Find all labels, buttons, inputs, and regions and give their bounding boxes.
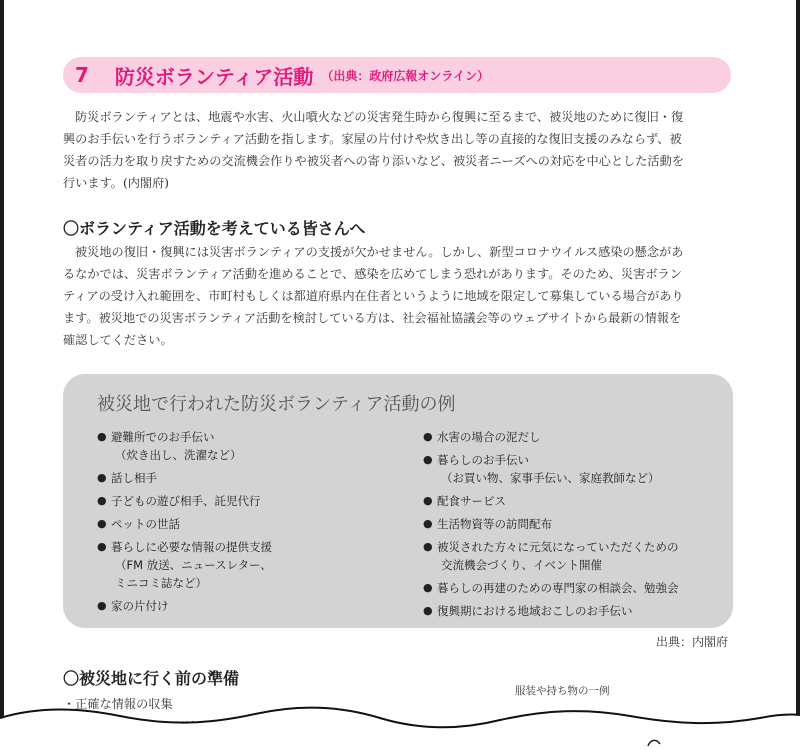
example-item-text: 水害の場合の泥だし xyxy=(437,430,541,444)
bullet-icon: ● xyxy=(97,494,107,507)
bullet-icon: ● xyxy=(97,471,107,484)
example-item-text: 暮らしのお手伝い xyxy=(437,453,529,467)
example-item-text: 話し相手 xyxy=(111,471,157,485)
example-item xyxy=(423,538,723,574)
example-item xyxy=(97,538,417,592)
bullet-icon: ● xyxy=(97,430,107,443)
example-item xyxy=(97,428,417,464)
activity-examples-box xyxy=(63,374,733,628)
bullet-icon: ● xyxy=(423,581,433,594)
example-item-text: 被災された方々に元気になっていただくための xyxy=(437,540,679,554)
volunteer-line: 確認してください。 xyxy=(63,333,173,347)
example-item-subtext: （FM 放送、ニュースレター、 xyxy=(115,558,272,572)
example-item xyxy=(423,602,723,620)
intro-line: 防災ボランティアとは、地震や水害、火山噴火などの災害発生時から復興に至るまで、被災地のために復旧・復 xyxy=(75,110,684,124)
bullet-icon: ● xyxy=(97,599,107,612)
section-number: 7 xyxy=(75,63,89,87)
example-item xyxy=(423,428,723,446)
page-border-left xyxy=(0,0,4,753)
bullet-icon: ● xyxy=(423,540,433,553)
example-item xyxy=(423,579,723,597)
outfit-caption: 服装や持ち物の一例 xyxy=(515,685,610,697)
bullet-icon: ● xyxy=(423,494,433,507)
example-item xyxy=(97,492,417,510)
example-item-text: 暮らしに必要な情報の提供支援 xyxy=(111,540,272,554)
bullet-icon: ● xyxy=(423,430,433,443)
example-item-subtext: （炊き出し、洗濯など） xyxy=(115,448,242,462)
example-item xyxy=(97,469,417,487)
title-source: （出典：政府広報オンライン） xyxy=(321,68,489,83)
volunteer-paragraph xyxy=(63,241,735,351)
example-item-text: 暮らしの再建のための専門家の相談会、勉強会 xyxy=(437,581,679,595)
example-item xyxy=(423,515,723,533)
example-item xyxy=(97,597,417,615)
volunteer-line: 被災地の復旧・復興には災害ボランティアの支援が欠かせません。しかし、新型コロナウイルス感染の懸念があ xyxy=(75,245,684,259)
example-item xyxy=(423,451,723,487)
volunteer-heading: 〇ボランティア活動を考えている皆さんへ xyxy=(63,219,366,238)
bullet-icon: ● xyxy=(97,540,107,553)
page-border-right xyxy=(796,0,800,753)
intro-line: 災者の活力を取り戻すための交流機会作りや被災者への寄り添いなど、被災者ニーズへの対応を中心とした活動を xyxy=(63,154,684,168)
example-item-text: 子どもの遊び相手、託児代行 xyxy=(111,494,261,508)
bullet-icon: ● xyxy=(423,453,433,466)
volunteer-line: ます。被災地での災害ボランティア活動を検討している方は、社会福祉協議会等のウェブサイトから最新の情報を xyxy=(63,311,682,325)
example-item-subtext: ミニコミ誌など） xyxy=(115,576,207,590)
preparation-subitem: ・正確な情報の収集 xyxy=(63,697,173,711)
example-item-subtext: 交流機会づくり、イベント開催 xyxy=(441,558,602,572)
examples-right-column xyxy=(423,428,723,625)
torn-page-edge xyxy=(0,700,800,753)
intro-line: 興のお手伝いを行うボランティア活動を指します。家屋の片付けや炊き出し等の直接的な復旧支援のみならず、被 xyxy=(63,132,682,146)
volunteer-line: るなかでは、災害ボランティア活動を進めることで、感染を広めてしまう恐れがあります。そのため、災害ボラン xyxy=(63,267,682,281)
example-item-text: 避難所でのお手伝い xyxy=(111,430,215,444)
example-item-subtext: （お買い物、家事手伝い、家庭教師など） xyxy=(441,471,660,485)
bullet-icon: ● xyxy=(423,604,433,617)
bullet-icon: ● xyxy=(423,517,433,530)
intro-paragraph xyxy=(63,106,735,194)
example-item-text: 生活物資等の訪問配布 xyxy=(437,517,552,531)
example-item-text: ペットの世話 xyxy=(111,517,180,531)
examples-box-title: 被災地で行われた防災ボランティア活動の例 xyxy=(97,394,456,415)
example-item-text: 復興期における地域おこしのお手伝い xyxy=(437,604,633,618)
examples-left-column xyxy=(97,428,417,620)
examples-source: 出典：内閣府 xyxy=(655,635,728,649)
bullet-icon: ● xyxy=(97,517,107,530)
intro-line: 行います。(内閣府) xyxy=(63,176,170,190)
example-item-text: 配食サービス xyxy=(437,494,506,508)
example-item xyxy=(423,492,723,510)
example-item-text: 家の片付け xyxy=(111,599,169,613)
example-item xyxy=(97,515,417,533)
preparation-heading: 〇被災地に行く前の準備 xyxy=(63,669,240,688)
section-title-bar xyxy=(63,57,731,93)
volunteer-line: ティアの受け入れ範囲を、市町村もしくは都道府県内在住者というように地域を限定して募集している場合があり xyxy=(63,289,684,303)
section-title: 防災ボランティア活動 xyxy=(114,64,314,89)
